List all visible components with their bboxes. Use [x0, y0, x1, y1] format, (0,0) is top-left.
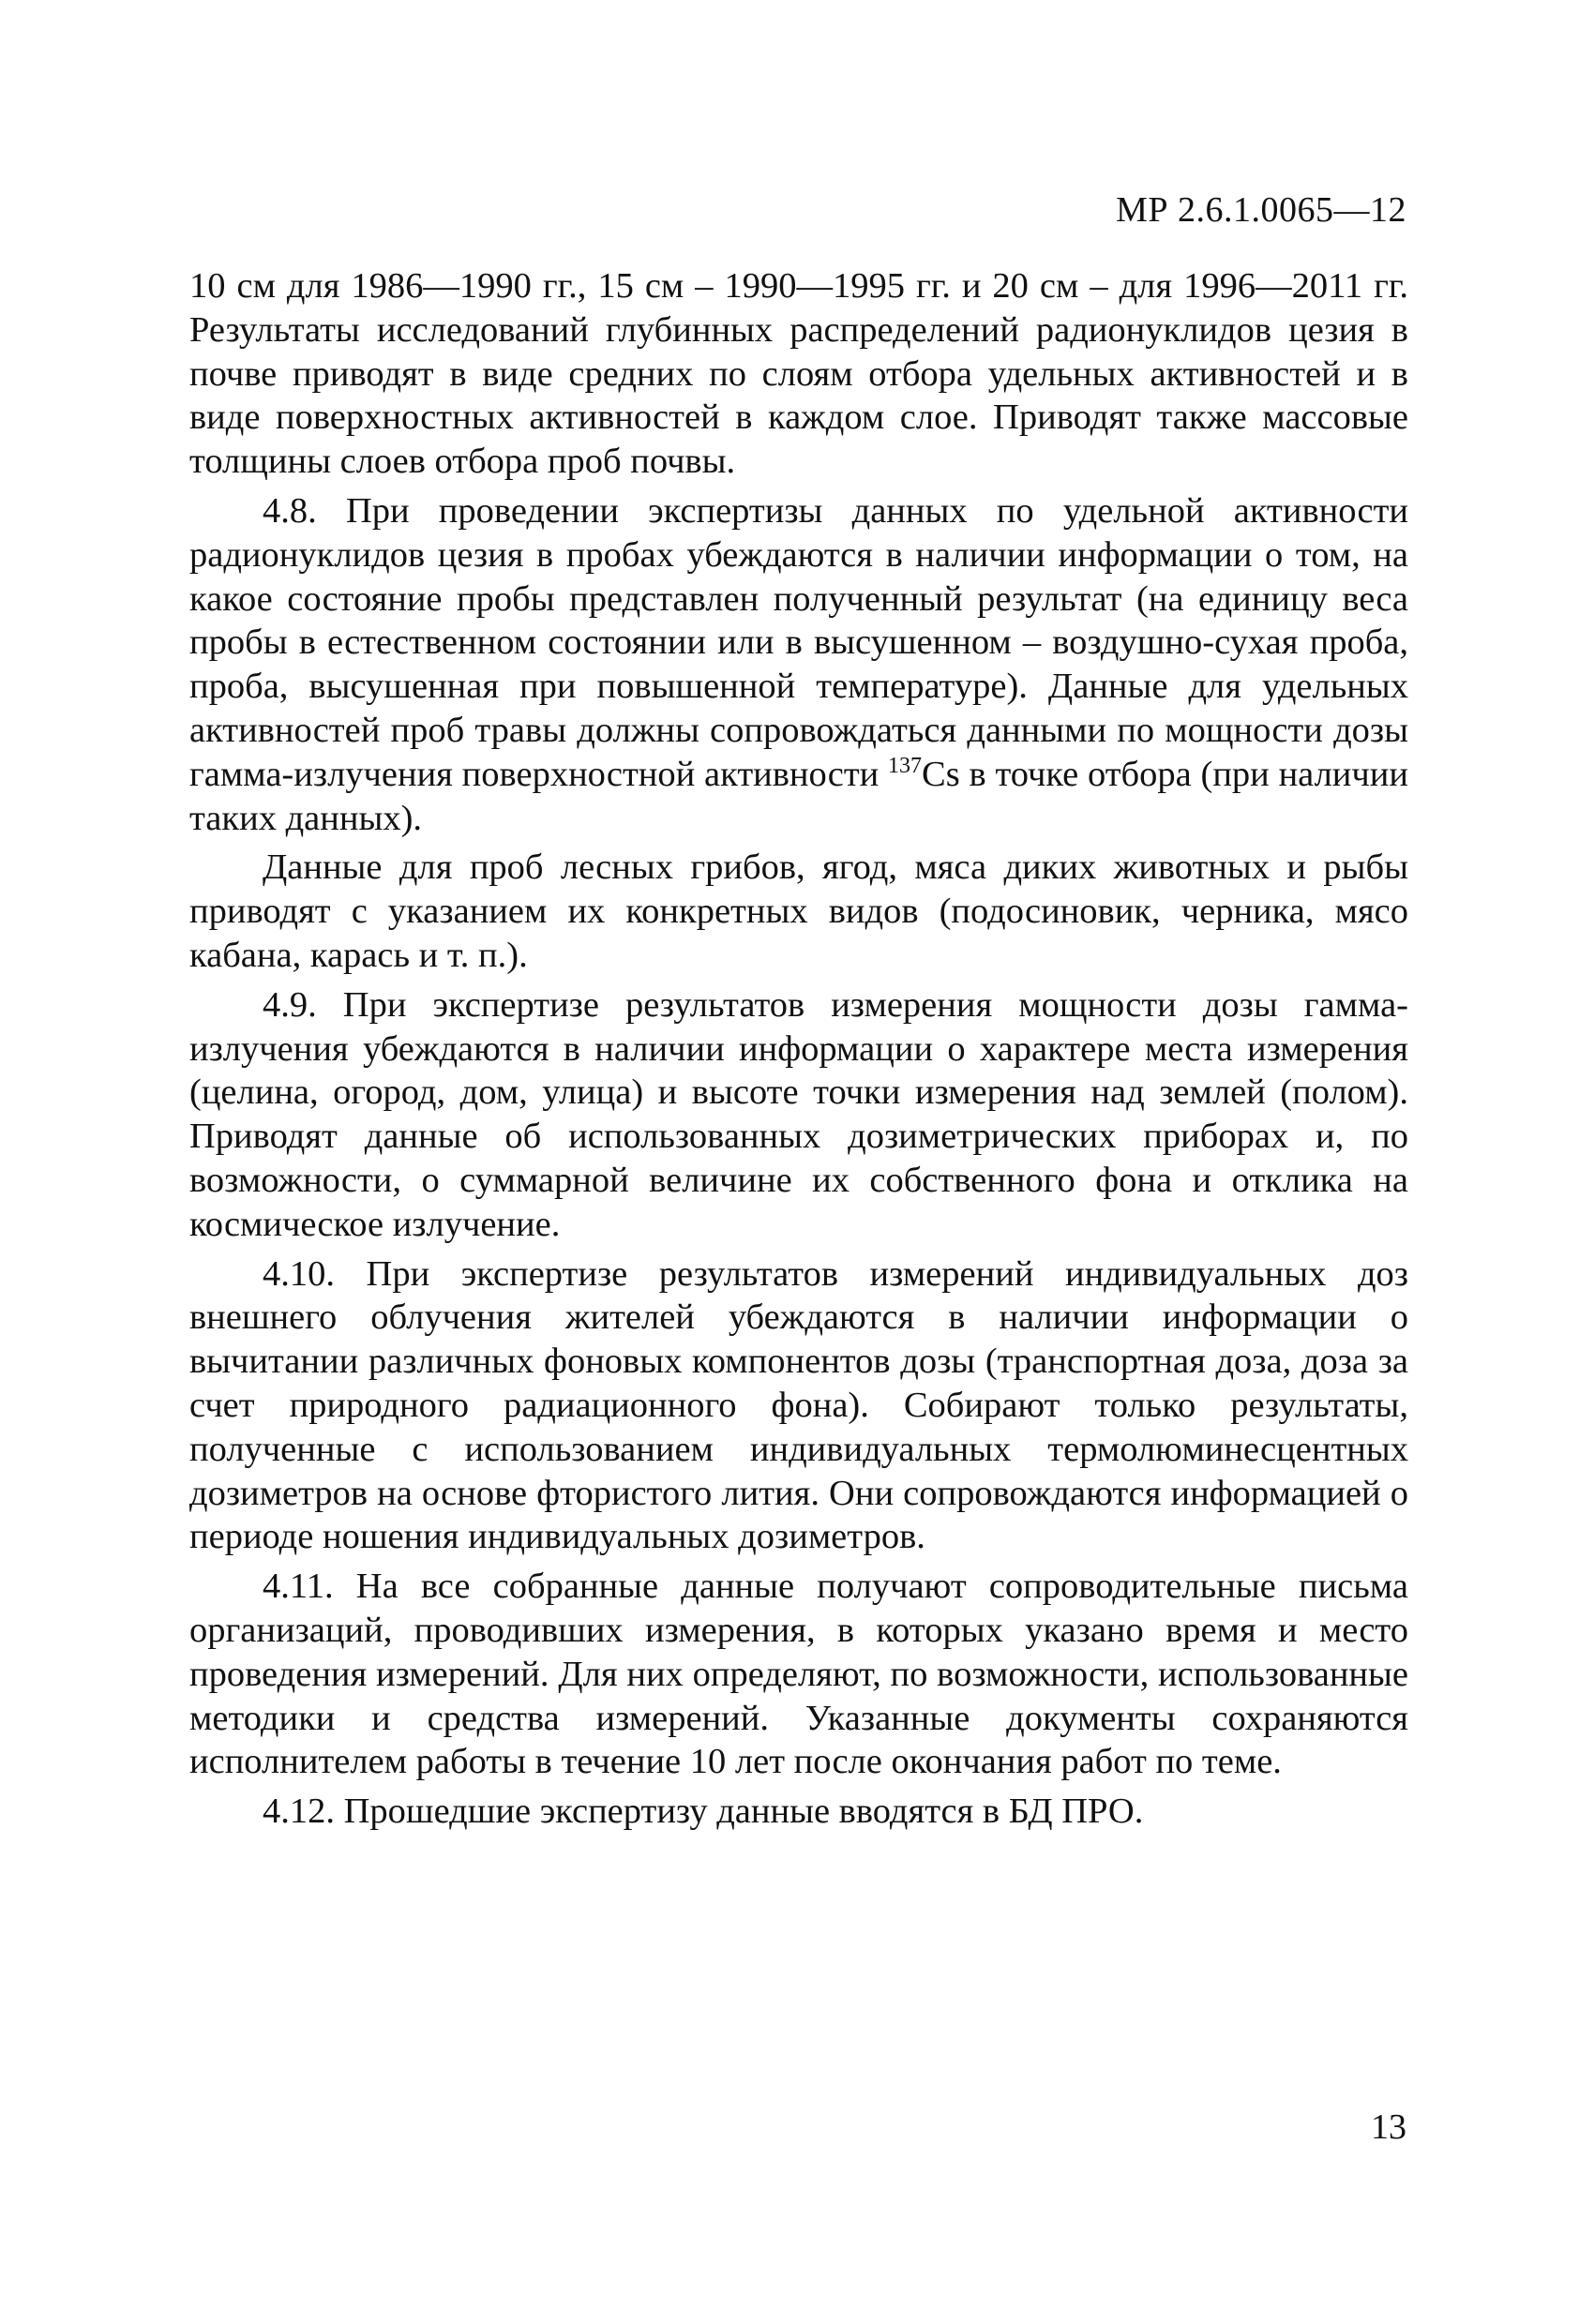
paragraph-4-8-text: 4.8. При проведении экспертизы данных по удельной активности радионуклидов цезия в пробах убеждаются в наличии информации о том, на какое состояние пробы представлен полученный результат (на единицу веса пробы в естественном состоянии или в высушенном – воздушно-сухая проба, проба, высушенная при повышенной температуре). Данные для удельных активностей проб травы должны сопровождаться данными по мощности дозы гамма-излучения поверхностной активности [189, 490, 1408, 794]
paragraph-continuation: 10 см для 1986—1990 гг., 15 см – 1990—1995 гг. и 20 см – для 1996—2011 гг. Результаты исследований глубинных распределений радионуклидов цезия в почве приводят в виде средних по слоям отбора удельных активностей и в виде поверхностных активностей в каждом слое. Приводят также массовые толщины слоев отбора проб почвы. [189, 266, 1408, 482]
isotope-mass-number: 137 [888, 753, 923, 778]
page-number: 13 [1371, 2107, 1406, 2147]
isotope-symbol: Cs [922, 754, 960, 794]
paragraph-4-12: 4.12. Прошедшие экспертизу данные вводятся в БД ПРО. [263, 1792, 1144, 1832]
paragraph-4-8 [189, 489, 1408, 840]
paragraph-4-11: 4.11. На все собранные данные получают сопроводительные письма организаций, проводивших измерения, в которых указано время и место проведения измерений. Для них определяют, по возможности, использованные методики и средства измерений. Указанные документы сохраняются исполнителем работы в течение 10 лет после окончания работ по теме. [189, 1567, 1408, 1782]
paragraph-samples: Данные для проб лесных грибов, ягод, мяса диких животных и рыбы приводят с указанием их конкретных видов (подосиновик, черника, мясо кабана, карась и т. п.). [189, 847, 1408, 975]
body-text [189, 264, 1408, 1834]
paragraph-4-9: 4.9. При экспертизе результатов измерения мощности дозы гамма-излучения убеждаются в наличии информации о характере места измерения (целина, огород, дом, улица) и высоте точки измерения над землей (полом). Приводят данные об использованных дозиметрических приборах и, по возможности, о суммарной величине их собственного фона и отклика на космическое излучение. [189, 984, 1408, 1244]
document-code: МР 2.6.1.0065—12 [1116, 190, 1406, 230]
paragraph-4-8-tail: в точке отбора (при наличии таких данных). [189, 754, 1408, 838]
paragraph-4-10: 4.10. При экспертизе результатов измерений индивидуальных доз внешнего облучения жителей убеждаются в наличии информации о вычитании различных фоновых компонентов дозы (транспортная доза, доза за счет природного радиационного фона). Собирают только результаты, полученные с использованием индивидуальных термолюминесцентных дозиметров на основе фтористого лития. Они сопровождаются информацией о периоде ношения индивидуальных дозиметров. [189, 1253, 1408, 1557]
